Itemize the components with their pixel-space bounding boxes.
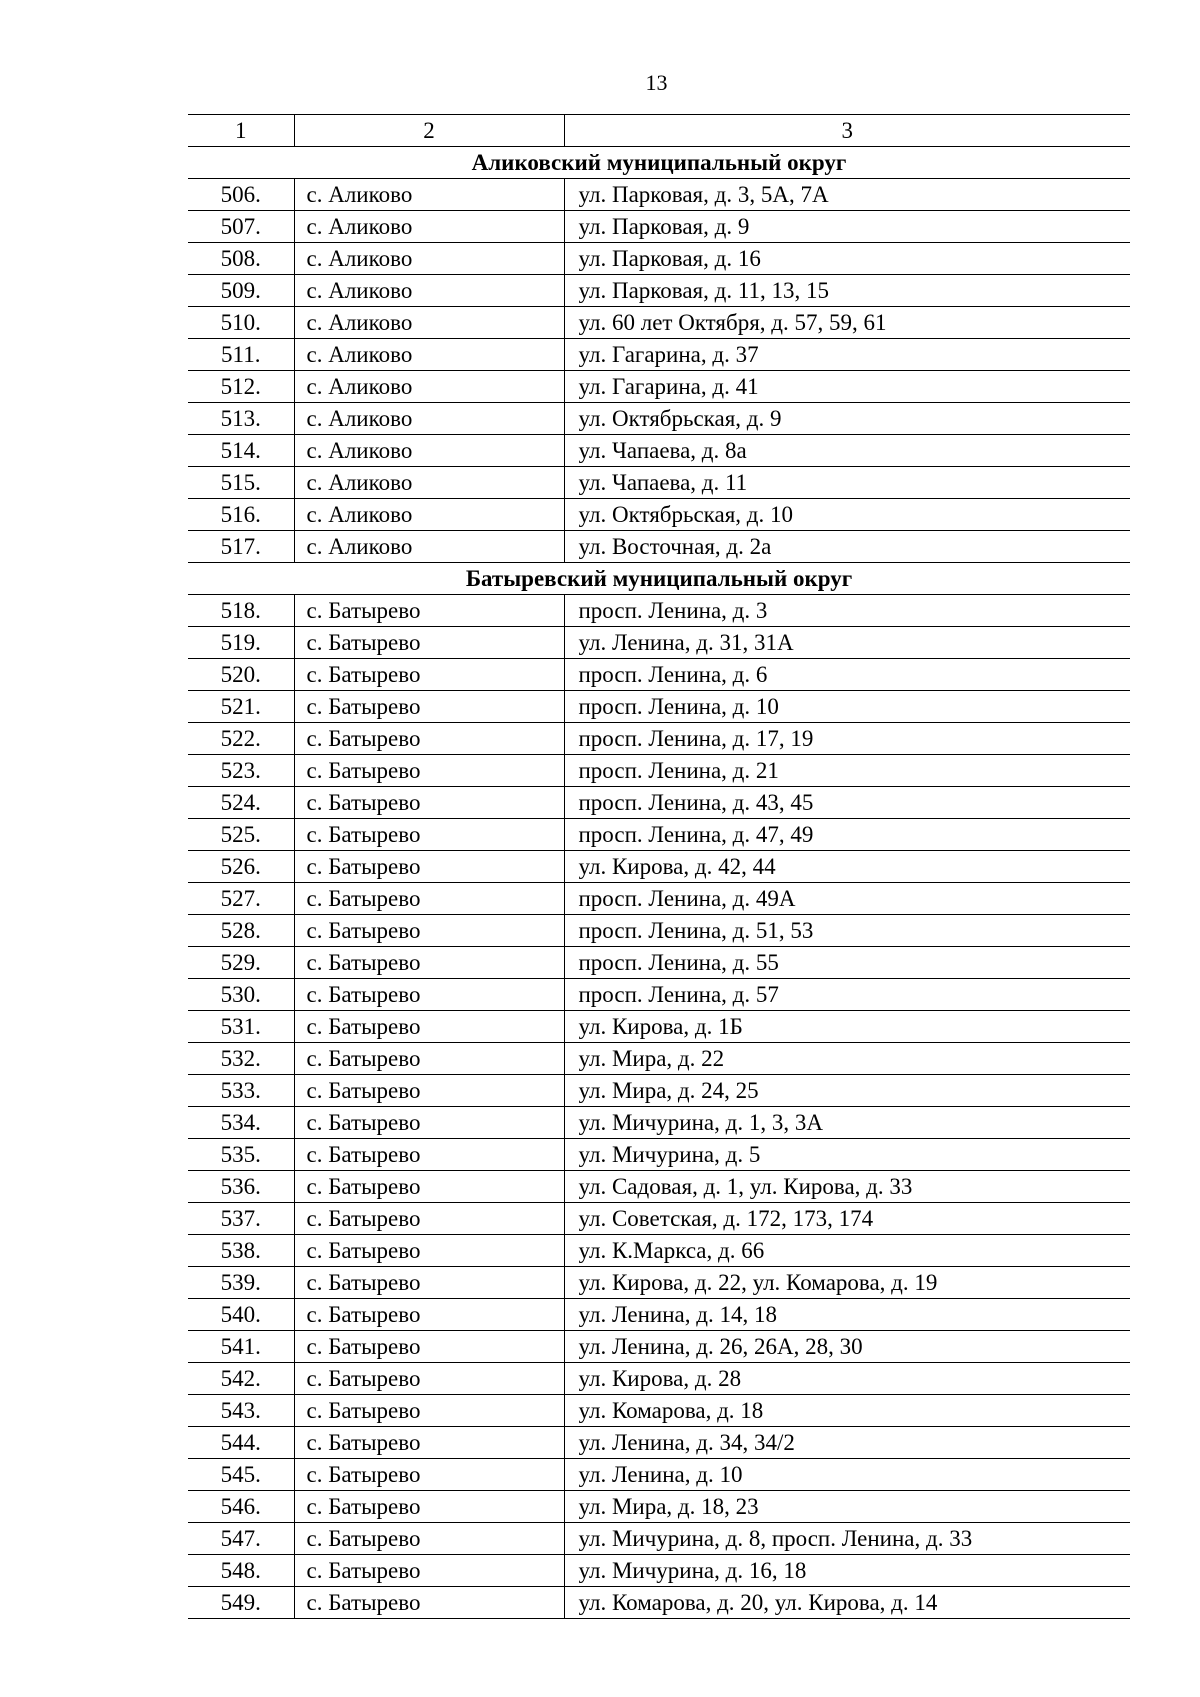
address-cell: просп. Ленина, д. 17, 19 bbox=[564, 723, 1130, 755]
table-row bbox=[188, 915, 1130, 947]
row-number-cell: 535. bbox=[188, 1139, 294, 1171]
table-row bbox=[188, 1267, 1130, 1299]
address-cell: просп. Ленина, д. 49А bbox=[564, 883, 1130, 915]
row-number-cell: 515. bbox=[188, 467, 294, 499]
address-cell: ул. Восточная, д. 2а bbox=[564, 531, 1130, 563]
table-row bbox=[188, 1523, 1130, 1555]
address-cell: ул. 60 лет Октября, д. 57, 59, 61 bbox=[564, 307, 1130, 339]
row-number-cell: 529. bbox=[188, 947, 294, 979]
row-number-cell: 511. bbox=[188, 339, 294, 371]
column-number-3: 3 bbox=[564, 115, 1130, 147]
row-number-cell: 524. bbox=[188, 787, 294, 819]
table-row bbox=[188, 275, 1130, 307]
table-row bbox=[188, 691, 1130, 723]
row-number-cell: 542. bbox=[188, 1363, 294, 1395]
settlement-cell: с. Аликово bbox=[294, 531, 564, 563]
settlement-cell: с. Батырево bbox=[294, 883, 564, 915]
settlement-cell: с. Батырево bbox=[294, 1395, 564, 1427]
row-number-cell: 539. bbox=[188, 1267, 294, 1299]
address-cell: ул. Ленина, д. 10 bbox=[564, 1459, 1130, 1491]
row-number-cell: 538. bbox=[188, 1235, 294, 1267]
row-number-cell: 513. bbox=[188, 403, 294, 435]
settlement-cell: с. Батырево bbox=[294, 723, 564, 755]
table-row bbox=[188, 1587, 1130, 1619]
table-row bbox=[188, 179, 1130, 211]
address-cell: ул. Кирова, д. 42, 44 bbox=[564, 851, 1130, 883]
address-cell: просп. Ленина, д. 51, 53 bbox=[564, 915, 1130, 947]
table-row bbox=[188, 1011, 1130, 1043]
table-row bbox=[188, 1363, 1130, 1395]
table-row bbox=[188, 1491, 1130, 1523]
row-number-cell: 520. bbox=[188, 659, 294, 691]
address-table-body bbox=[188, 115, 1130, 1619]
address-cell: просп. Ленина, д. 21 bbox=[564, 755, 1130, 787]
address-cell: ул. Садовая, д. 1, ул. Кирова, д. 33 bbox=[564, 1171, 1130, 1203]
row-number-cell: 521. bbox=[188, 691, 294, 723]
table-row bbox=[188, 1203, 1130, 1235]
settlement-cell: с. Батырево bbox=[294, 1491, 564, 1523]
row-number-cell: 525. bbox=[188, 819, 294, 851]
row-number-cell: 548. bbox=[188, 1555, 294, 1587]
settlement-cell: с. Батырево bbox=[294, 851, 564, 883]
table-row bbox=[188, 595, 1130, 627]
table-row bbox=[188, 947, 1130, 979]
settlement-cell: с. Аликово bbox=[294, 339, 564, 371]
settlement-cell: с. Батырево bbox=[294, 1139, 564, 1171]
settlement-cell: с. Аликово bbox=[294, 403, 564, 435]
settlement-cell: с. Батырево bbox=[294, 1107, 564, 1139]
settlement-cell: с. Батырево bbox=[294, 1555, 564, 1587]
settlement-cell: с. Батырево bbox=[294, 1171, 564, 1203]
row-number-cell: 544. bbox=[188, 1427, 294, 1459]
address-cell: просп. Ленина, д. 47, 49 bbox=[564, 819, 1130, 851]
page-number: 13 bbox=[645, 70, 668, 95]
row-number-cell: 506. bbox=[188, 179, 294, 211]
row-number-cell: 549. bbox=[188, 1587, 294, 1619]
settlement-cell: с. Аликово bbox=[294, 435, 564, 467]
row-number-cell: 517. bbox=[188, 531, 294, 563]
address-cell: просп. Ленина, д. 57 bbox=[564, 979, 1130, 1011]
address-cell: ул. Гагарина, д. 37 bbox=[564, 339, 1130, 371]
settlement-cell: с. Батырево bbox=[294, 1203, 564, 1235]
settlement-cell: с. Батырево bbox=[294, 1299, 564, 1331]
settlement-cell: с. Батырево bbox=[294, 627, 564, 659]
row-number-cell: 508. bbox=[188, 243, 294, 275]
table-row bbox=[188, 211, 1130, 243]
settlement-cell: с. Батырево bbox=[294, 1427, 564, 1459]
column-number-2: 2 bbox=[294, 115, 564, 147]
row-number-cell: 509. bbox=[188, 275, 294, 307]
address-cell: ул. Ленина, д. 14, 18 bbox=[564, 1299, 1130, 1331]
row-number-cell: 543. bbox=[188, 1395, 294, 1427]
table-row bbox=[188, 307, 1130, 339]
address-cell: ул. Ленина, д. 34, 34/2 bbox=[564, 1427, 1130, 1459]
settlement-cell: с. Батырево bbox=[294, 1075, 564, 1107]
address-cell: ул. Мичурина, д. 5 bbox=[564, 1139, 1130, 1171]
table-row bbox=[188, 1171, 1130, 1203]
table-row bbox=[188, 499, 1130, 531]
settlement-cell: с. Батырево bbox=[294, 1523, 564, 1555]
settlement-cell: с. Батырево bbox=[294, 595, 564, 627]
row-number-cell: 527. bbox=[188, 883, 294, 915]
table-row bbox=[188, 851, 1130, 883]
table-row bbox=[188, 1299, 1130, 1331]
address-cell: ул. Мира, д. 22 bbox=[564, 1043, 1130, 1075]
section-header-row bbox=[188, 563, 1130, 595]
table-row bbox=[188, 435, 1130, 467]
address-cell: ул. Комарова, д. 20, ул. Кирова, д. 14 bbox=[564, 1587, 1130, 1619]
table-row bbox=[188, 883, 1130, 915]
settlement-cell: с. Батырево bbox=[294, 819, 564, 851]
table-row bbox=[188, 531, 1130, 563]
table-row bbox=[188, 1395, 1130, 1427]
address-cell: ул. Советская, д. 172, 173, 174 bbox=[564, 1203, 1130, 1235]
section-header-row bbox=[188, 147, 1130, 179]
row-number-cell: 519. bbox=[188, 627, 294, 659]
row-number-cell: 532. bbox=[188, 1043, 294, 1075]
settlement-cell: с. Аликово bbox=[294, 275, 564, 307]
row-number-cell: 523. bbox=[188, 755, 294, 787]
table-row bbox=[188, 787, 1130, 819]
address-cell: ул. Чапаева, д. 11 bbox=[564, 467, 1130, 499]
table-row bbox=[188, 371, 1130, 403]
settlement-cell: с. Батырево bbox=[294, 1043, 564, 1075]
row-number-cell: 541. bbox=[188, 1331, 294, 1363]
row-number-cell: 533. bbox=[188, 1075, 294, 1107]
table-row bbox=[188, 723, 1130, 755]
table-row bbox=[188, 467, 1130, 499]
settlement-cell: с. Батырево bbox=[294, 947, 564, 979]
table-row bbox=[188, 1555, 1130, 1587]
address-cell: просп. Ленина, д. 43, 45 bbox=[564, 787, 1130, 819]
settlement-cell: с. Аликово bbox=[294, 211, 564, 243]
table-row bbox=[188, 659, 1130, 691]
row-number-cell: 530. bbox=[188, 979, 294, 1011]
section-title: Аликовский муниципальный округ bbox=[188, 147, 1130, 179]
table-row bbox=[188, 1459, 1130, 1491]
address-cell: ул. Парковая, д. 3, 5А, 7А bbox=[564, 179, 1130, 211]
row-number-cell: 540. bbox=[188, 1299, 294, 1331]
address-cell: ул. Мира, д. 18, 23 bbox=[564, 1491, 1130, 1523]
address-cell: ул. Комарова, д. 18 bbox=[564, 1395, 1130, 1427]
address-table bbox=[188, 114, 1130, 1619]
table-row bbox=[188, 1075, 1130, 1107]
address-cell: ул. Мичурина, д. 16, 18 bbox=[564, 1555, 1130, 1587]
row-number-cell: 537. bbox=[188, 1203, 294, 1235]
settlement-cell: с. Батырево bbox=[294, 915, 564, 947]
settlement-cell: с. Батырево bbox=[294, 1267, 564, 1299]
address-cell: ул. Кирова, д. 1Б bbox=[564, 1011, 1130, 1043]
column-number-1: 1 bbox=[188, 115, 294, 147]
table-row bbox=[188, 243, 1130, 275]
table-row bbox=[188, 339, 1130, 371]
address-cell: ул. К.Маркса, д. 66 bbox=[564, 1235, 1130, 1267]
settlement-cell: с. Батырево bbox=[294, 1331, 564, 1363]
row-number-cell: 545. bbox=[188, 1459, 294, 1491]
settlement-cell: с. Аликово bbox=[294, 467, 564, 499]
address-cell: ул. Кирова, д. 22, ул. Комарова, д. 19 bbox=[564, 1267, 1130, 1299]
address-cell: ул. Парковая, д. 16 bbox=[564, 243, 1130, 275]
table-row bbox=[188, 627, 1130, 659]
address-cell: ул. Октябрьская, д. 9 bbox=[564, 403, 1130, 435]
row-number-cell: 536. bbox=[188, 1171, 294, 1203]
row-number-cell: 512. bbox=[188, 371, 294, 403]
row-number-cell: 546. bbox=[188, 1491, 294, 1523]
table-row bbox=[188, 979, 1130, 1011]
address-cell: ул. Мира, д. 24, 25 bbox=[564, 1075, 1130, 1107]
address-cell: ул. Октябрьская, д. 10 bbox=[564, 499, 1130, 531]
settlement-cell: с. Батырево bbox=[294, 1459, 564, 1491]
settlement-cell: с. Батырево bbox=[294, 691, 564, 723]
settlement-cell: с. Батырево bbox=[294, 659, 564, 691]
address-cell: ул. Чапаева, д. 8а bbox=[564, 435, 1130, 467]
column-number-row bbox=[188, 115, 1130, 147]
row-number-cell: 510. bbox=[188, 307, 294, 339]
settlement-cell: с. Аликово bbox=[294, 307, 564, 339]
settlement-cell: с. Аликово bbox=[294, 371, 564, 403]
table-row bbox=[188, 819, 1130, 851]
row-number-cell: 522. bbox=[188, 723, 294, 755]
row-number-cell: 531. bbox=[188, 1011, 294, 1043]
address-cell: ул. Мичурина, д. 1, 3, 3А bbox=[564, 1107, 1130, 1139]
table-row bbox=[188, 1043, 1130, 1075]
row-number-cell: 547. bbox=[188, 1523, 294, 1555]
settlement-cell: с. Аликово bbox=[294, 179, 564, 211]
row-number-cell: 534. bbox=[188, 1107, 294, 1139]
settlement-cell: с. Аликово bbox=[294, 243, 564, 275]
table-row bbox=[188, 1427, 1130, 1459]
address-cell: ул. Парковая, д. 9 bbox=[564, 211, 1130, 243]
address-cell: просп. Ленина, д. 6 bbox=[564, 659, 1130, 691]
table-row bbox=[188, 403, 1130, 435]
settlement-cell: с. Батырево bbox=[294, 755, 564, 787]
settlement-cell: с. Аликово bbox=[294, 499, 564, 531]
row-number-cell: 528. bbox=[188, 915, 294, 947]
settlement-cell: с. Батырево bbox=[294, 1235, 564, 1267]
address-cell: ул. Кирова, д. 28 bbox=[564, 1363, 1130, 1395]
settlement-cell: с. Батырево bbox=[294, 979, 564, 1011]
settlement-cell: с. Батырево bbox=[294, 1011, 564, 1043]
address-cell: ул. Ленина, д. 31, 31А bbox=[564, 627, 1130, 659]
row-number-cell: 507. bbox=[188, 211, 294, 243]
row-number-cell: 518. bbox=[188, 595, 294, 627]
row-number-cell: 526. bbox=[188, 851, 294, 883]
section-title: Батыревский муниципальный округ bbox=[188, 563, 1130, 595]
table-row bbox=[188, 755, 1130, 787]
address-cell: ул. Ленина, д. 26, 26А, 28, 30 bbox=[564, 1331, 1130, 1363]
address-cell: просп. Ленина, д. 3 bbox=[564, 595, 1130, 627]
settlement-cell: с. Батырево bbox=[294, 1587, 564, 1619]
table-row bbox=[188, 1235, 1130, 1267]
settlement-cell: с. Батырево bbox=[294, 787, 564, 819]
address-cell: просп. Ленина, д. 10 bbox=[564, 691, 1130, 723]
row-number-cell: 516. bbox=[188, 499, 294, 531]
settlement-cell: с. Батырево bbox=[294, 1363, 564, 1395]
address-cell: ул. Гагарина, д. 41 bbox=[564, 371, 1130, 403]
table-row bbox=[188, 1139, 1130, 1171]
address-cell: просп. Ленина, д. 55 bbox=[564, 947, 1130, 979]
table-row bbox=[188, 1107, 1130, 1139]
table-row bbox=[188, 1331, 1130, 1363]
row-number-cell: 514. bbox=[188, 435, 294, 467]
address-cell: ул. Парковая, д. 11, 13, 15 bbox=[564, 275, 1130, 307]
address-cell: ул. Мичурина, д. 8, просп. Ленина, д. 33 bbox=[564, 1523, 1130, 1555]
